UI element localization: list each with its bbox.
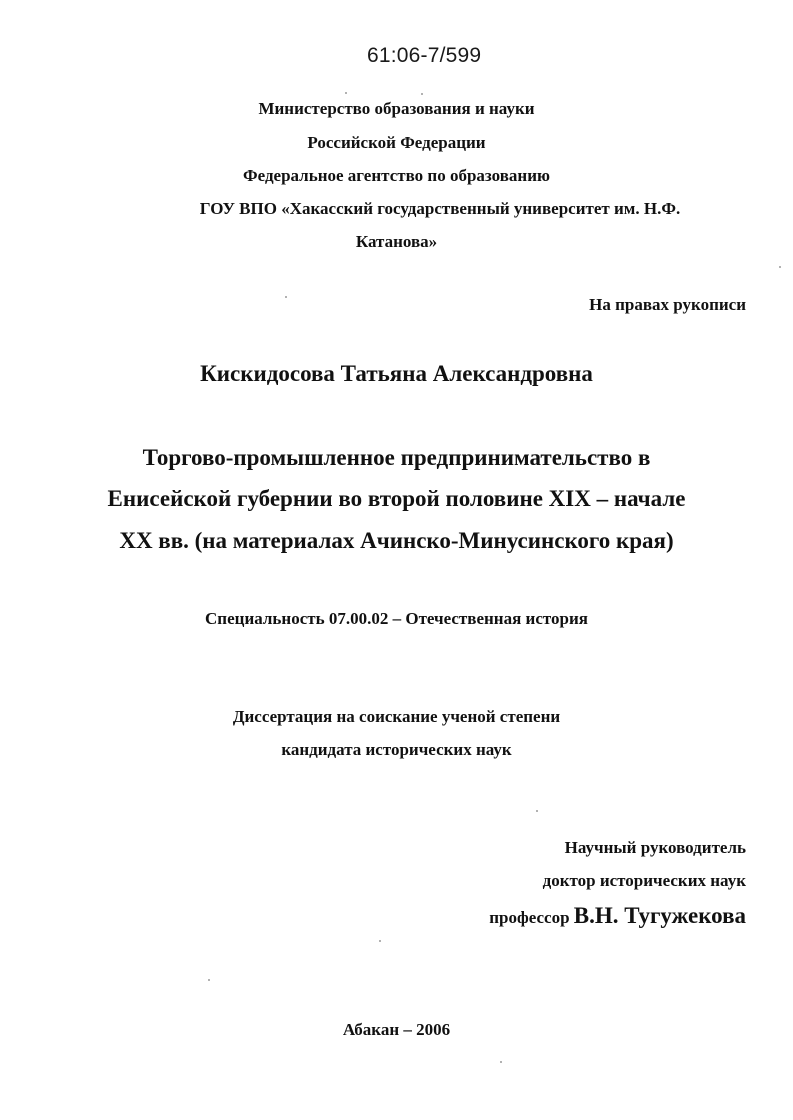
scan-speck <box>345 92 347 94</box>
specialty-line: Специальность 07.00.02 – Отечественная история <box>205 609 588 628</box>
advisor-name: В.Н. Тугужекова <box>573 903 746 928</box>
library-code: 61:06-7/599 <box>367 44 482 67</box>
scan-speck <box>285 296 287 298</box>
university-name-end: Катанова» <box>355 232 438 251</box>
advisor-title: профессор <box>489 908 570 927</box>
author-name: Кискидосова Татьяна Александровна <box>200 361 593 386</box>
advisor-role: Научный руководитель <box>564 838 746 857</box>
scan-speck <box>421 93 423 95</box>
agency-line: Федеральное агентство по образованию <box>243 166 550 185</box>
place-year: Абакан – 2006 <box>342 1020 451 1039</box>
manuscript-note: На правах рукописи <box>589 295 746 314</box>
scan-speck <box>500 1061 502 1063</box>
scan-speck <box>379 940 381 942</box>
dissertation-title-line: Енисейской губернии во второй половине XIX – начале <box>107 486 686 511</box>
dissertation-title-line: Торгово-промышленное предпринимательство в <box>142 445 651 470</box>
degree-line: кандидата исторических наук <box>281 740 512 759</box>
scan-speck <box>536 810 538 812</box>
university-line: ГОУ ВПО «Хакасский государственный университет им. Н.Ф. <box>199 199 681 218</box>
ministry-line: Министерство образования и науки <box>258 99 535 118</box>
scan-speck <box>779 266 781 268</box>
scan-speck <box>208 979 210 981</box>
advisor-degree: доктор исторических наук <box>542 871 746 890</box>
federation-line: Российской Федерации <box>307 133 486 152</box>
degree-line: Диссертация на соискание ученой степени <box>232 707 561 726</box>
dissertation-title-line: XX вв. (на материалах Ачинско-Минусинского края) <box>119 528 674 553</box>
advisor-name-line <box>489 903 746 929</box>
